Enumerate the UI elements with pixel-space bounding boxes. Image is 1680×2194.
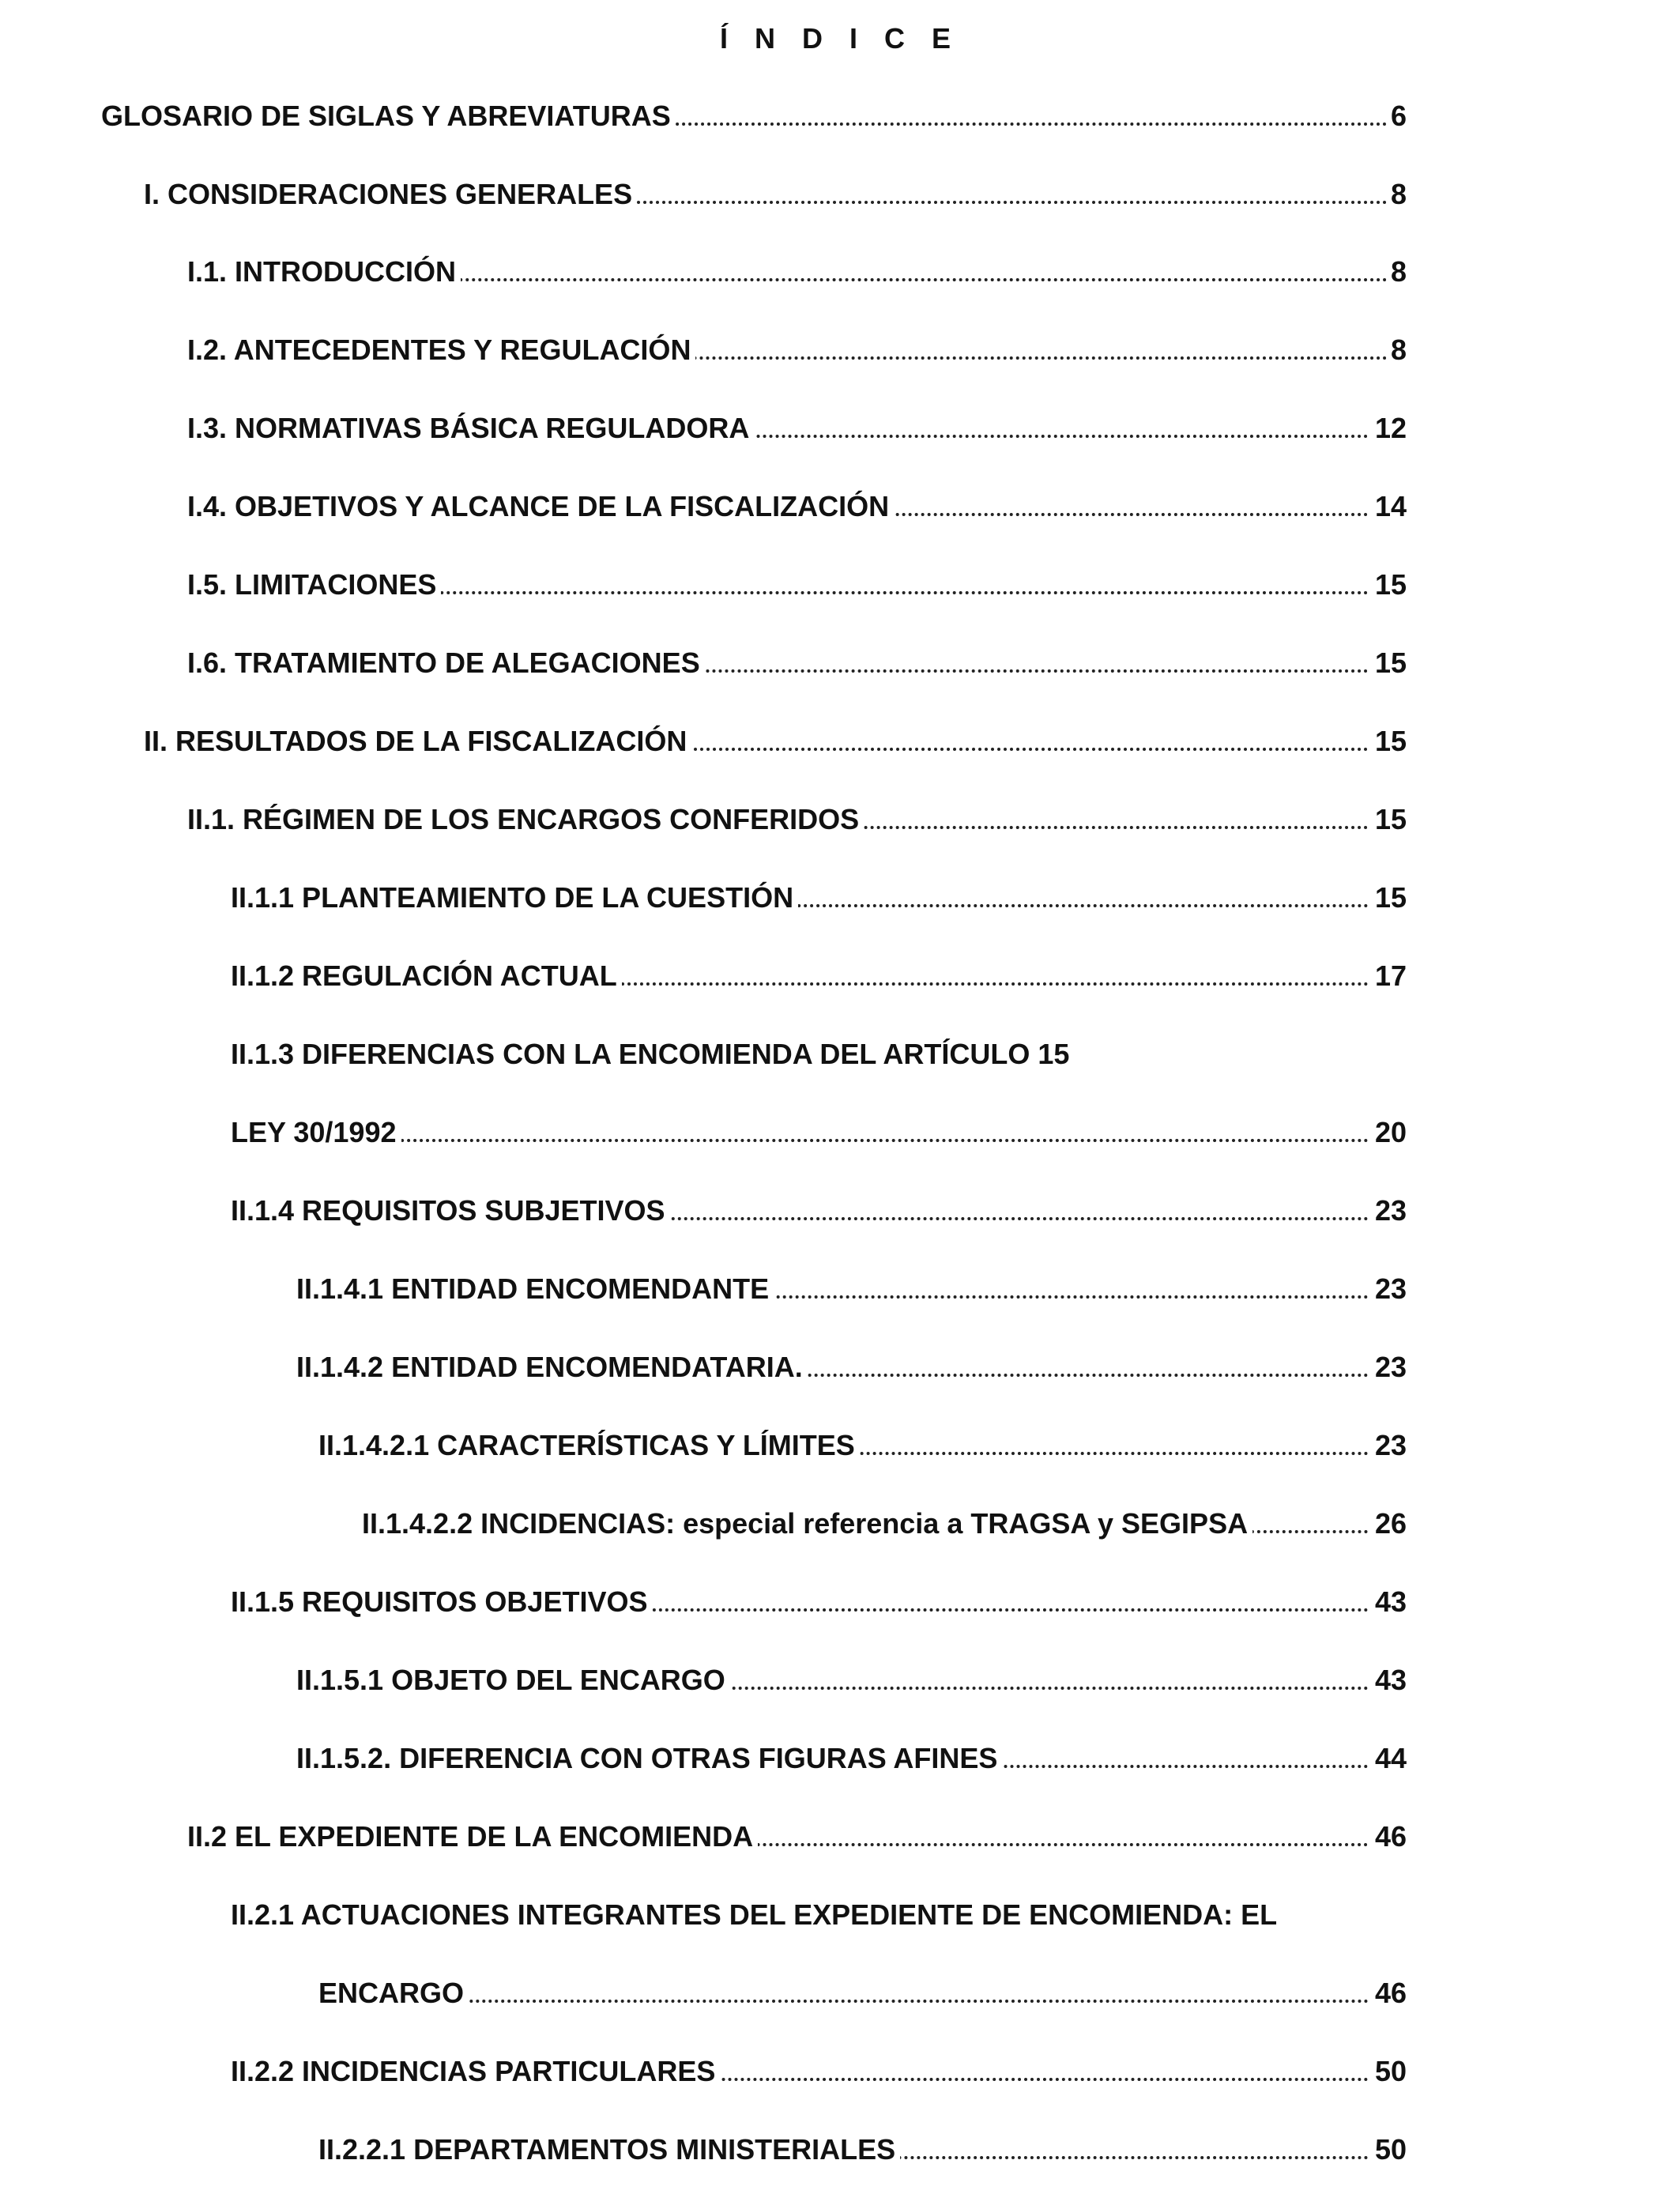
- toc-entry-i-3[interactable]: [187, 409, 1407, 448]
- toc-entry-label: II.1.4 REQUISITOS SUBJETIVOS: [231, 1194, 670, 1227]
- toc-entry-glosario[interactable]: [101, 96, 1407, 136]
- toc-entry-ii[interactable]: [144, 722, 1407, 761]
- toc-entry-i[interactable]: [144, 175, 1407, 214]
- toc-entry-label: II.1.5.1 OBJETO DEL ENCARGO: [296, 1664, 730, 1696]
- toc-entry-label: II.1.5 REQUISITOS OBJETIVOS: [231, 1585, 652, 1618]
- toc-entry-label: II.1. RÉGIMEN DE LOS ENCARGOS CONFERIDOS: [187, 803, 864, 835]
- toc-page-number: 50: [1370, 2052, 1407, 2091]
- toc-entry-label: II.1.1 PLANTEAMIENTO DE LA CUESTIÓN: [231, 881, 798, 914]
- toc-entry-ii-1-4-2[interactable]: [296, 1348, 1407, 1387]
- toc-entry-label: I. CONSIDERACIONES GENERALES: [144, 178, 637, 210]
- toc-entry-i-6[interactable]: [187, 643, 1407, 683]
- toc-entry-label: GLOSARIO DE SIGLAS Y ABREVIATURAS: [101, 100, 676, 132]
- toc-page-number: 23: [1370, 1269, 1407, 1309]
- toc-entry-label: LEY 30/1992: [231, 1116, 401, 1148]
- toc-page-number: 15: [1370, 565, 1407, 605]
- toc-entry-ii-1-3[interactable]: [231, 1035, 1407, 1074]
- toc-page-number: 15: [1370, 643, 1407, 683]
- toc-page-number: 23: [1370, 1191, 1407, 1231]
- toc-entry-label: ENCARGO: [318, 1977, 469, 2009]
- toc-entry-ii-1-4-2-1[interactable]: [318, 1426, 1407, 1465]
- toc-entry-label: I.4. OBJETIVOS Y ALCANCE DE LA FISCALIZACIÓN: [187, 490, 894, 522]
- toc-page-number: 8: [1386, 330, 1407, 370]
- toc-entry-ii-1-4-2-2[interactable]: [362, 1504, 1407, 1544]
- toc-entry-label: I.1. INTRODUCCIÓN: [187, 255, 461, 288]
- toc-entry-i-5[interactable]: [187, 565, 1407, 605]
- page-title: Í N D I C E: [719, 22, 961, 55]
- toc-page-number: 14: [1370, 487, 1407, 526]
- toc-entry-label: II.1.4.2.2 INCIDENCIAS: especial referencia a TRAGSA y SEGIPSA: [362, 1507, 1252, 1540]
- toc-entry-ii-1-3-cont[interactable]: [231, 1113, 1407, 1152]
- toc-entry-label: II.2.2.1 DEPARTAMENTOS MINISTERIALES: [318, 2133, 900, 2166]
- toc-entry-ii-2-1[interactable]: [231, 1895, 1407, 1935]
- toc-entry-ii-1-2[interactable]: [231, 956, 1407, 996]
- toc-entry-label: II.1.3 DIFERENCIAS CON LA ENCOMIENDA DEL ARTÍCULO 15: [231, 1038, 1074, 1070]
- toc-entry-label: I.6. TRATAMIENTO DE ALEGACIONES: [187, 647, 705, 679]
- toc-entry-label: II.1.4.2.1 CARACTERÍSTICAS Y LÍMITES: [318, 1429, 860, 1461]
- toc-entry-ii-1-5-2[interactable]: [296, 1739, 1407, 1778]
- toc-page-number: 20: [1370, 1113, 1407, 1152]
- toc-page-number: 12: [1370, 409, 1407, 448]
- toc-entry-label: I.5. LIMITACIONES: [187, 568, 441, 601]
- dot-leader: [318, 2000, 1407, 2003]
- toc-page-number: 8: [1386, 252, 1407, 292]
- toc-page-number: 15: [1370, 722, 1407, 761]
- toc-page-number: 23: [1370, 1348, 1407, 1387]
- toc-page-number: 46: [1370, 1973, 1407, 2013]
- toc-entry-label: II.2.2 INCIDENCIAS PARTICULARES: [231, 2055, 720, 2087]
- toc-page-number: 23: [1370, 1426, 1407, 1465]
- toc-entry-i-2[interactable]: [187, 330, 1407, 370]
- toc-entry-ii-2-2-1[interactable]: [318, 2130, 1407, 2169]
- toc-page-number: 15: [1370, 878, 1407, 918]
- toc-entry-ii-2-1-cont[interactable]: [318, 1973, 1407, 2013]
- toc-entry-label: II.1.5.2. DIFERENCIA CON OTRAS FIGURAS AFINES: [296, 1742, 1002, 1774]
- dot-leader: [231, 1139, 1407, 1142]
- toc-entry-label: II. RESULTADOS DE LA FISCALIZACIÓN: [144, 725, 691, 757]
- toc-entry-label: II.1.4.2 ENTIDAD ENCOMENDATARIA.: [296, 1351, 808, 1383]
- toc-entry-ii-1-4[interactable]: [231, 1191, 1407, 1231]
- toc-entry-ii-1-5[interactable]: [231, 1582, 1407, 1622]
- toc-page-number: 43: [1370, 1661, 1407, 1700]
- toc-entry-label: II.1.4.1 ENTIDAD ENCOMENDANTE: [296, 1272, 774, 1305]
- toc-entry-label: I.2. ANTECEDENTES Y REGULACIÓN: [187, 334, 695, 366]
- toc-entry-label: II.2.1 ACTUACIONES INTEGRANTES DEL EXPEDIENTE DE ENCOMIENDA: EL: [231, 1898, 1282, 1931]
- toc-entry-i-1[interactable]: [187, 252, 1407, 292]
- toc-page-number: 43: [1370, 1582, 1407, 1622]
- toc-page-number: 44: [1370, 1739, 1407, 1778]
- toc-entry-ii-1-4-1[interactable]: [296, 1269, 1407, 1309]
- toc-page-number: 26: [1370, 1504, 1407, 1544]
- toc-page-number: 46: [1370, 1817, 1407, 1857]
- toc-entry-ii-1-1[interactable]: [231, 878, 1407, 918]
- toc-entry-ii-1[interactable]: [187, 800, 1407, 839]
- toc-entry-ii-2[interactable]: [187, 1817, 1407, 1857]
- toc-entry-label: II.2 EL EXPEDIENTE DE LA ENCOMIENDA: [187, 1820, 758, 1853]
- toc-page-number: 17: [1370, 956, 1407, 996]
- toc-entry-ii-2-2[interactable]: [231, 2052, 1407, 2091]
- toc-page-number: 8: [1386, 175, 1407, 214]
- toc-entry-i-4[interactable]: [187, 487, 1407, 526]
- toc-page-number: 6: [1386, 96, 1407, 136]
- toc-page-number: 15: [1370, 800, 1407, 839]
- toc-entry-label: I.3. NORMATIVAS BÁSICA REGULADORA: [187, 412, 754, 444]
- toc-entry-label: II.1.2 REGULACIÓN ACTUAL: [231, 959, 622, 992]
- toc-page-number: 50: [1370, 2130, 1407, 2169]
- toc-entry-ii-1-5-1[interactable]: [296, 1661, 1407, 1700]
